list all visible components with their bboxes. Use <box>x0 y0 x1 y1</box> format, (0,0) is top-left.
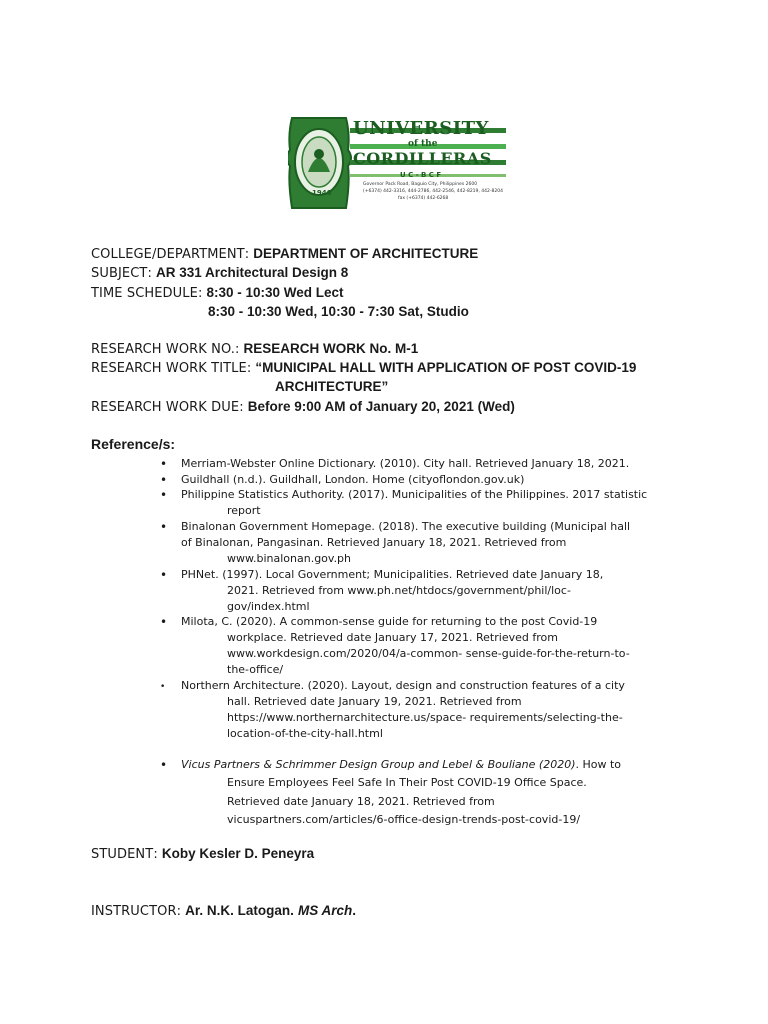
research-title-line2-wrap <box>275 379 388 395</box>
logo-address3: fax (+6374) 442-6268 <box>398 196 449 201</box>
instructor-degree: MS Arch <box>298 903 353 918</box>
instructor-field <box>91 903 356 919</box>
instructor-end: . <box>352 903 357 918</box>
logo-line2: of the <box>408 139 438 149</box>
bullet: • <box>160 457 168 471</box>
student-label: STUDENT <box>91 847 154 862</box>
research-due-value: Before 9:00 AM of January 20, 2021 (Wed) <box>247 399 515 414</box>
instructor-value: Ar. N.K. Latogan. <box>185 903 294 918</box>
subject-field <box>91 265 348 281</box>
reference-6-line2: workplace. Retrieved date January 17, 2021. Retrieved from <box>227 631 558 644</box>
references-heading: Reference/s: <box>91 436 176 452</box>
reference-6-line1: Milota, C. (2020). A common-sense guide for returning to the post Covid-19 <box>181 615 598 628</box>
bullet: • <box>160 520 168 534</box>
research-due-label: RESEARCH WORK DUE <box>91 400 240 415</box>
subject-value: AR 331 Architectural Design 8 <box>155 265 349 280</box>
schedule-line2: 8:30 - 10:30 Wed, 10:30 - 7:30 Sat, Studio <box>208 304 469 319</box>
reference-7-line3: https://www.northernarchitecture.us/space- requirements/selecting-the- <box>227 711 623 724</box>
logo-seal-year: 1946 <box>312 189 332 197</box>
schedule-label: TIME SCHEDULE <box>91 286 198 301</box>
reference-8-line1 <box>181 757 621 773</box>
reference-5-line3: gov/index.html <box>227 600 310 613</box>
college-field <box>91 246 478 262</box>
research-due-field <box>91 399 515 415</box>
colon: : <box>176 904 181 919</box>
colon: : <box>153 847 158 862</box>
student-field <box>91 846 314 862</box>
reference-8-line3: Retrieved date January 18, 2021. Retrieved from <box>227 795 495 808</box>
college-label: COLLEGE/DEPARTMENT <box>91 247 245 262</box>
instructor-label: INSTRUCTOR <box>91 904 177 919</box>
colon: : <box>197 286 203 301</box>
bullet: • <box>160 473 168 487</box>
logo-line4: U C - B C F <box>400 171 442 179</box>
reference-8-authors: Vicus Partners & Schrimmer Design Group and Lebel & Bouliane (2020) <box>181 758 576 771</box>
student-value: Koby Kesler D. Peneyra <box>161 846 315 861</box>
schedule-field <box>91 285 344 301</box>
research-no-field <box>91 341 418 357</box>
logo-line3: CORDILLERAS <box>353 149 492 168</box>
reference-5-line1: PHNet. (1997). Local Government; Municipalities. Retrieved date January 18, <box>181 568 604 581</box>
reference-1: Merriam-Webster Online Dictionary. (2010). City hall. Retrieved January 18, 2021. <box>181 457 630 470</box>
schedule-line2-wrap <box>208 304 469 320</box>
reference-3-line1: Philippine Statistics Authority. (2017). Municipalities of the Philippines. 2017 statistic <box>181 488 648 501</box>
reference-2: Guildhall (n.d.). Guildhall, London. Home (cityoflondon.gov.uk) <box>181 473 525 486</box>
reference-8-line2: Ensure Employees Feel Safe In Their Post COVID-19 Office Space. <box>227 776 587 789</box>
reference-4-line3: www.binalonan.gov.ph <box>227 552 352 565</box>
subject-label: SUBJECT <box>91 266 148 281</box>
reference-7-line2: hall. Retrieved date January 19, 2021. Retrieved from <box>227 695 522 708</box>
bullet: • <box>160 615 168 629</box>
reference-3-line2: report <box>227 504 261 517</box>
reference-6-line3: www.workdesign.com/2020/04/a-common- sense-guide-for-the-return-to- <box>227 647 630 660</box>
reference-5-line2: 2021. Retrieved from www.ph.net/htdocs/government/phil/loc- <box>227 584 571 597</box>
research-no-label: RESEARCH WORK NO. <box>91 342 236 357</box>
research-title-field <box>91 360 636 376</box>
reference-4-line1: Binalonan Government Homepage. (2018). The executive building (Municipal hall <box>181 520 631 533</box>
reference-7-line1: Northern Architecture. (2020). Layout, design and construction features of a city <box>181 679 625 692</box>
logo-address2: (+6374) 442-3316, 444-2786, 442-2546, 442-8219, 442-8204 <box>363 189 503 194</box>
logo-address1: Governor Pack Road, Baguio City, Philippines 2600 <box>363 182 478 187</box>
colon: : <box>235 342 240 357</box>
research-title-label: RESEARCH WORK TITLE <box>91 361 247 376</box>
colon: : <box>246 361 252 376</box>
research-title-line1: “MUNICIPAL HALL WITH APPLICATION OF POST COVID-19 <box>255 360 637 375</box>
logo-line1: UNIVERSITY <box>353 118 489 139</box>
bullet: • <box>160 682 166 692</box>
bullet: • <box>160 758 168 772</box>
reference-4-line2: of Binalonan, Pangasinan. Retrieved January 18, 2021. Retrieved from <box>181 536 567 549</box>
bullet: • <box>160 488 168 502</box>
research-title-line2: ARCHITECTURE” <box>275 379 389 394</box>
colon: : <box>147 266 152 281</box>
reference-8-title-start: . How to <box>575 758 622 771</box>
colon: : <box>239 400 244 415</box>
research-no-value: RESEARCH WORK No. M-1 <box>243 341 419 356</box>
reference-8-line4: vicuspartners.com/articles/6-office-design-trends-post-covid-19/ <box>227 813 581 826</box>
bullet: • <box>160 568 168 582</box>
college-value: DEPARTMENT OF ARCHITECTURE <box>253 246 479 261</box>
university-logo <box>288 114 508 212</box>
colon: : <box>244 247 250 262</box>
reference-6-line4: the-office/ <box>227 663 284 676</box>
reference-7-line4: location-of-the-city-hall.html <box>227 727 383 740</box>
schedule-line1: 8:30 - 10:30 Wed Lect <box>206 285 344 300</box>
